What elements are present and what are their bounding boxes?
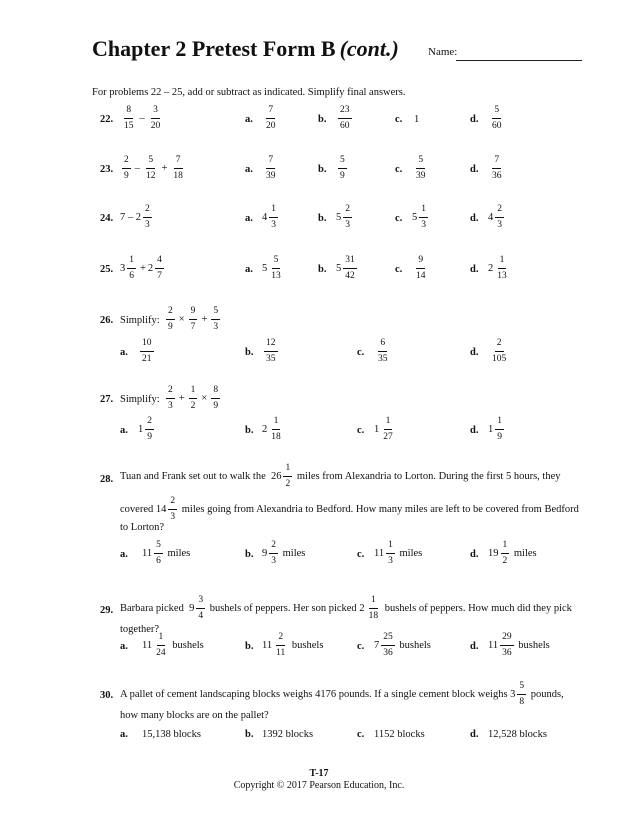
q27-choice-a-label: a. [120,425,128,436]
q27-choice-d-label: d. [470,425,479,436]
q22-number: 22. [100,114,114,125]
q22-choice-c-label: c. [395,114,403,125]
q30-choice-d-label: d. [470,729,479,740]
q22-choice-a-label: a. [245,114,253,125]
q30-choice-d[interactable]: 12,528 blocks [488,729,547,740]
q25-choice-c[interactable]: $\frac{9}{14}$ [416,255,426,281]
q23-choice-d[interactable]: $\frac{7}{36}$ [492,155,502,181]
q29-choice-b-label: b. [245,641,254,652]
q22-choice-c[interactable]: 1 [414,114,420,125]
q29-choice-c-label: c. [357,641,365,652]
q24-choice-b-label: b. [318,213,327,224]
q25-choice-b[interactable]: 5 $\frac{31}{42}$ [336,255,355,281]
q25-choice-d[interactable]: 2 $\frac{1}{13}$ [488,255,507,281]
page-number: T-17 [309,768,329,779]
q29-choice-d-label: d. [470,641,479,652]
q27-choice-b-label: b. [245,425,254,436]
copyright-notice: Copyright © 2017 Pearson Education, Inc. [233,780,405,791]
q23-choice-b[interactable]: $\frac{5}{9}$ [340,155,345,181]
q27-choice-c-label: c. [357,425,365,436]
q29-number: 29. [100,605,114,616]
q24-choice-d[interactable]: 4 $\frac{2}{3}$ [488,204,502,230]
q24-choice-a-label: a. [245,213,253,224]
q28-choice-a[interactable]: 11 $\frac{5}{6}$ miles [142,540,191,566]
q22-choice-d-label: d. [470,114,479,125]
q30-choice-a-label: a. [120,729,128,740]
q24-expression: 7 – 2 $\frac{2}{3}$ [120,204,150,230]
q25-choice-c-label: c. [395,264,403,275]
title-cont: (cont.) [339,36,399,61]
q30-choice-a[interactable]: 15,138 blocks [142,729,201,740]
q28-line3: to Lorton? [120,522,165,533]
q28-line1: Tuan and Frank set out to walk the 26 $\frac{1}{2}$ miles from Alexandria to Lorton. During the first 5 hours, they [120,463,561,489]
operator: – [139,113,145,124]
q22-choice-b-label: b. [318,114,327,125]
q30-line2: how many blocks are on the pallet? [120,710,269,721]
q26-choice-d[interactable]: $\frac{2}{105}$ [492,338,507,364]
q30-choice-c-label: c. [357,729,365,740]
q26-choice-a[interactable]: $\frac{10}{21}$ [142,338,152,364]
q26-choice-b-label: b. [245,347,254,358]
q28-choice-c[interactable]: 11 $\frac{1}{3}$ miles [374,540,423,566]
q29-choice-c[interactable]: 7 $\frac{25}{36}$ bushels [374,632,431,658]
q26-choice-b[interactable]: $\frac{12}{35}$ [266,338,276,364]
q28-line2: covered 14 $\frac{2}{3}$ miles going from Alexandria to Bedford. How many miles are left to be covered from Bedford [120,496,579,522]
q23-number: 23. [100,164,114,175]
q24-choice-d-label: d. [470,213,479,224]
q25-number: 25. [100,264,114,275]
q30-choice-b-label: b. [245,729,254,740]
title-text: Chapter 2 Pretest Form B [92,36,336,61]
q30-number: 30. [100,690,114,701]
q24-number: 24. [100,213,114,224]
q22-choice-a[interactable]: $\frac{7}{20}$ [266,105,276,131]
q28-choice-c-label: c. [357,549,365,560]
name-label: Name: [428,46,458,58]
q28-choice-b[interactable]: 9 $\frac{2}{3}$ miles [262,540,306,566]
q27-prompt: Simplify: [120,394,160,405]
q26-expression: $\frac{2}{9}$ × $\frac{9}{7}$ + $\frac{5}{3}$ [168,306,219,332]
q30-choice-c[interactable]: 1152 blocks [374,729,425,740]
q24-choice-c-label: c. [395,213,403,224]
q29-line1: Barbara picked 9 $\frac{3}{4}$ bushels of peppers. Her son picked 2 $\frac{1}{18}$ bushels of peppers. How much did they pick [120,595,572,621]
q29-choice-b[interactable]: 11 $\frac{2}{11}$ bushels [262,632,324,658]
q29-choice-a-label: a. [120,641,128,652]
q28-choice-b-label: b. [245,549,254,560]
q27-expression: $\frac{2}{3}$ + $\frac{1}{2}$ × $\frac{8}{9}$ [168,385,219,411]
q23-choice-a[interactable]: $\frac{7}{39}$ [266,155,276,181]
q25-choice-a[interactable]: 5 $\frac{5}{13}$ [262,255,281,281]
q26-prompt: Simplify: [120,315,160,326]
q27-choice-a[interactable]: 1 $\frac{2}{9}$ [138,416,152,442]
q25-expression: 3 $\frac{1}{6}$ + 2 $\frac{4}{7}$ [120,255,162,281]
q24-choice-a[interactable]: 4 $\frac{1}{3}$ [262,204,276,230]
q22-choice-d[interactable]: $\frac{5}{60}$ [492,105,502,131]
q30-choice-b[interactable]: 1392 blocks [262,729,314,740]
q23-choice-c[interactable]: $\frac{5}{39}$ [416,155,426,181]
q25-choice-a-label: a. [245,264,253,275]
name-field-line [456,60,582,61]
instructions: For problems 22 – 25, add or subtract as indicated. Simplify final answers. [92,87,406,98]
q25-choice-d-label: d. [470,264,479,275]
q27-number: 27. [100,394,114,405]
q27-choice-c[interactable]: 1 $\frac{1}{27}$ [374,416,393,442]
q29-line2: together? [120,624,160,635]
q25-choice-b-label: b. [318,264,327,275]
q28-choice-d[interactable]: 19 $\frac{1}{2}$ miles [488,540,537,566]
q30-line1: A pallet of cement landscaping blocks weighs 4176 pounds. If a single cement block weighs 3 $\frac{5}{8}$ pounds, [120,681,564,707]
q28-choice-a-label: a. [120,549,128,560]
q26-choice-a-label: a. [120,347,128,358]
q23-choice-a-label: a. [245,164,253,175]
q24-choice-b[interactable]: 5 $\frac{2}{3}$ [336,204,350,230]
q27-choice-d[interactable]: 1 $\frac{1}{9}$ [488,416,502,442]
q28-choice-d-label: d. [470,549,479,560]
q26-choice-c-label: c. [357,347,365,358]
fraction: $\frac{8}{15}$ [124,105,134,131]
q26-choice-c[interactable]: $\frac{6}{35}$ [378,338,388,364]
q23-choice-c-label: c. [395,164,403,175]
q28-number: 28. [100,474,114,485]
fraction: $\frac{3}{20}$ [150,105,161,131]
q29-choice-a[interactable]: 11 $\frac{1}{24}$ bushels [142,632,204,658]
q22-expression [120,106,164,131]
q27-choice-b[interactable]: 2 $\frac{1}{18}$ [262,416,281,442]
q24-choice-c[interactable]: 5 $\frac{1}{3}$ [412,204,426,230]
q26-choice-d-label: d. [470,347,479,358]
q29-choice-d[interactable]: 11 $\frac{29}{36}$ bushels [488,632,550,658]
q23-choice-b-label: b. [318,164,327,175]
q23-expression: $\frac{2}{9}$ – $\frac{5}{12}$ + $\frac{7}{18}$ [124,155,183,181]
q23-choice-d-label: d. [470,164,479,175]
q22-choice-b[interactable]: $\frac{23}{60}$ [340,105,350,131]
q26-number: 26. [100,315,114,326]
page-title [92,36,399,62]
